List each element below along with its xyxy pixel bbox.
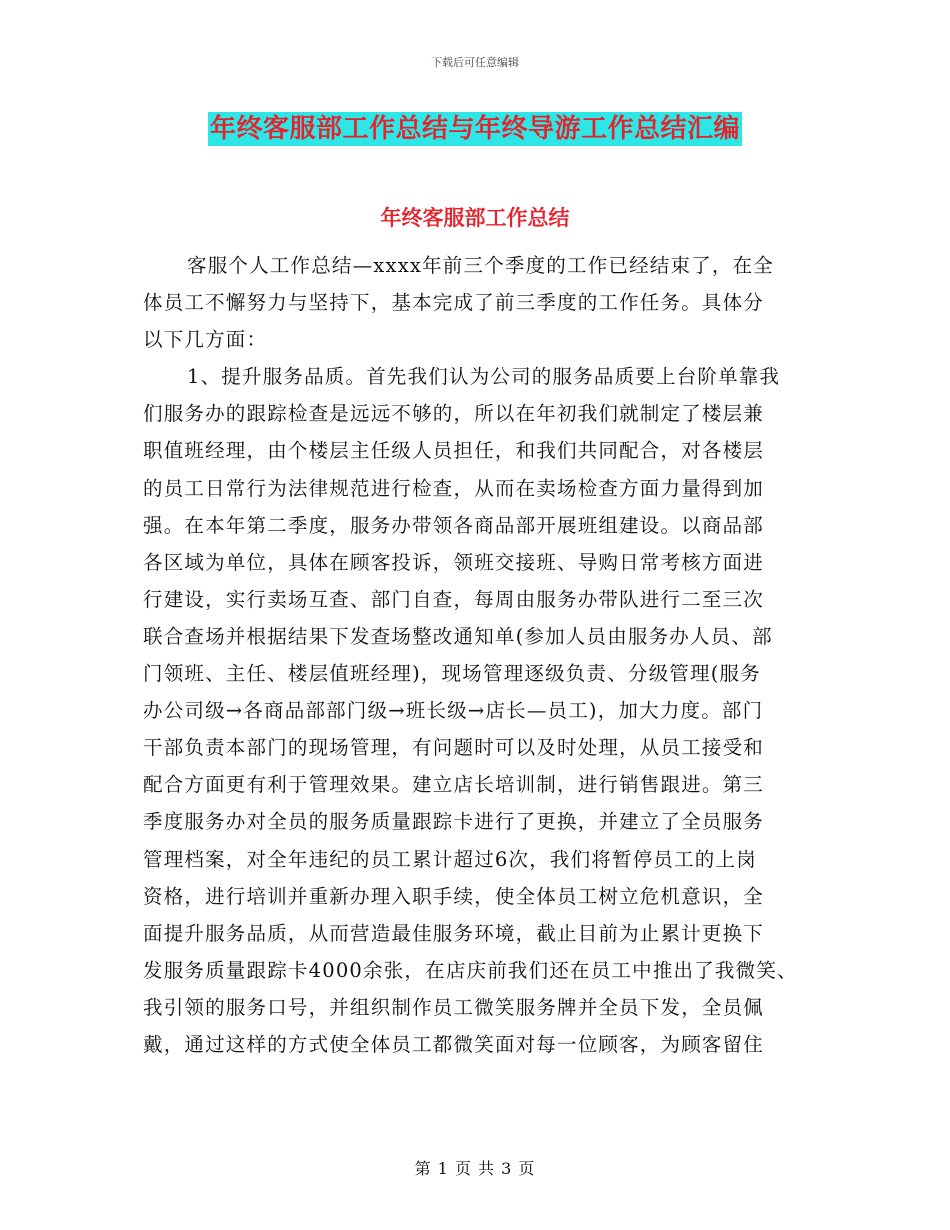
paragraph-line: 职值班经理，由个楼层主任级人员担任，和我们共同配合，对各楼层	[143, 439, 765, 463]
section-title: 年终客服部工作总结	[380, 206, 570, 230]
paragraph-line: 1、提升服务品质。首先我们认为公司的服务品质要上台阶单靠我	[187, 365, 781, 389]
paragraph-line: 我引领的服务口号，并组织制作员工微笑服务牌并全员下发，全员佩	[143, 995, 765, 1019]
paragraph-line: 联合查场并根据结果下发查场整改通知单(参加人员由服务办人员、部	[143, 624, 773, 648]
page-footer: 第 1 页 共 3 页	[414, 1159, 536, 1178]
paragraph-line: 门领班、主任、楼层值班经理)，现场管理逐级负责、分级管理(服务	[143, 662, 761, 686]
main-title: 年终客服部工作总结与年终导游工作总结汇编	[209, 114, 740, 144]
paragraph-line: 行建设，实行卖场互查、部门自查，每周由服务办带队进行二至三次	[143, 587, 765, 611]
body-text	[143, 247, 808, 1063]
main-title-wrap	[0, 112, 950, 146]
paragraph-line: 体员工不懈努力与坚持下，基本完成了前三季度的工作任务。具体分	[143, 291, 765, 315]
paragraph-line: 管理档案，对全年违纪的员工累计超过6次，我们将暂停员工的上岗	[143, 847, 757, 871]
paragraph-line: 各区域为单位，具体在顾客投诉，领班交接班、导购日常考核方面进	[143, 550, 765, 574]
paragraph-line: 以下几方面：	[143, 328, 268, 352]
paragraph-line: 发服务质量跟踪卡4000余张，在店庆前我们还在员工中推出了我微笑、	[143, 958, 798, 982]
paragraph-line: 面提升服务品质，从而营造最佳服务环境，截止目前为止累计更换下	[143, 921, 765, 945]
paragraph-line: 资格，进行培训并重新办理入职手续，使全体员工树立危机意识，全	[143, 884, 765, 908]
paragraph-line: 的员工日常行为法律规范进行检查，从而在卖场检查方面力量得到加	[143, 476, 765, 500]
paragraph-line: 配合方面更有利于管理效果。建立店长培训制，进行销售跟进。第三	[143, 773, 765, 797]
paragraph-line: 季度服务办对全员的服务质量跟踪卡进行了更换，并建立了全员服务	[143, 810, 765, 834]
paragraph-line: 戴，通过这样的方式使全体员工都微笑面对每一位顾客，为顾客留住	[143, 1032, 765, 1056]
header-note: 下载后可任意编辑	[431, 56, 519, 69]
paragraph-line: 强。在本年第二季度，服务办带领各商品部开展班组建设。以商品部	[143, 513, 765, 537]
paragraph-line: 客服个人工作总结—xxxx年前三个季度的工作已经结束了，在全	[187, 254, 774, 277]
paragraph-line: 办公司级→各商品部部门级→班长级→店长—员工)，加大力度。部门	[143, 699, 764, 723]
paragraph-line: 干部负责本部门的现场管理，有问题时可以及时处理，从员工接受和	[143, 736, 765, 760]
paragraph-line: 们服务办的跟踪检查是远远不够的，所以在年初我们就制定了楼层兼	[143, 402, 765, 426]
